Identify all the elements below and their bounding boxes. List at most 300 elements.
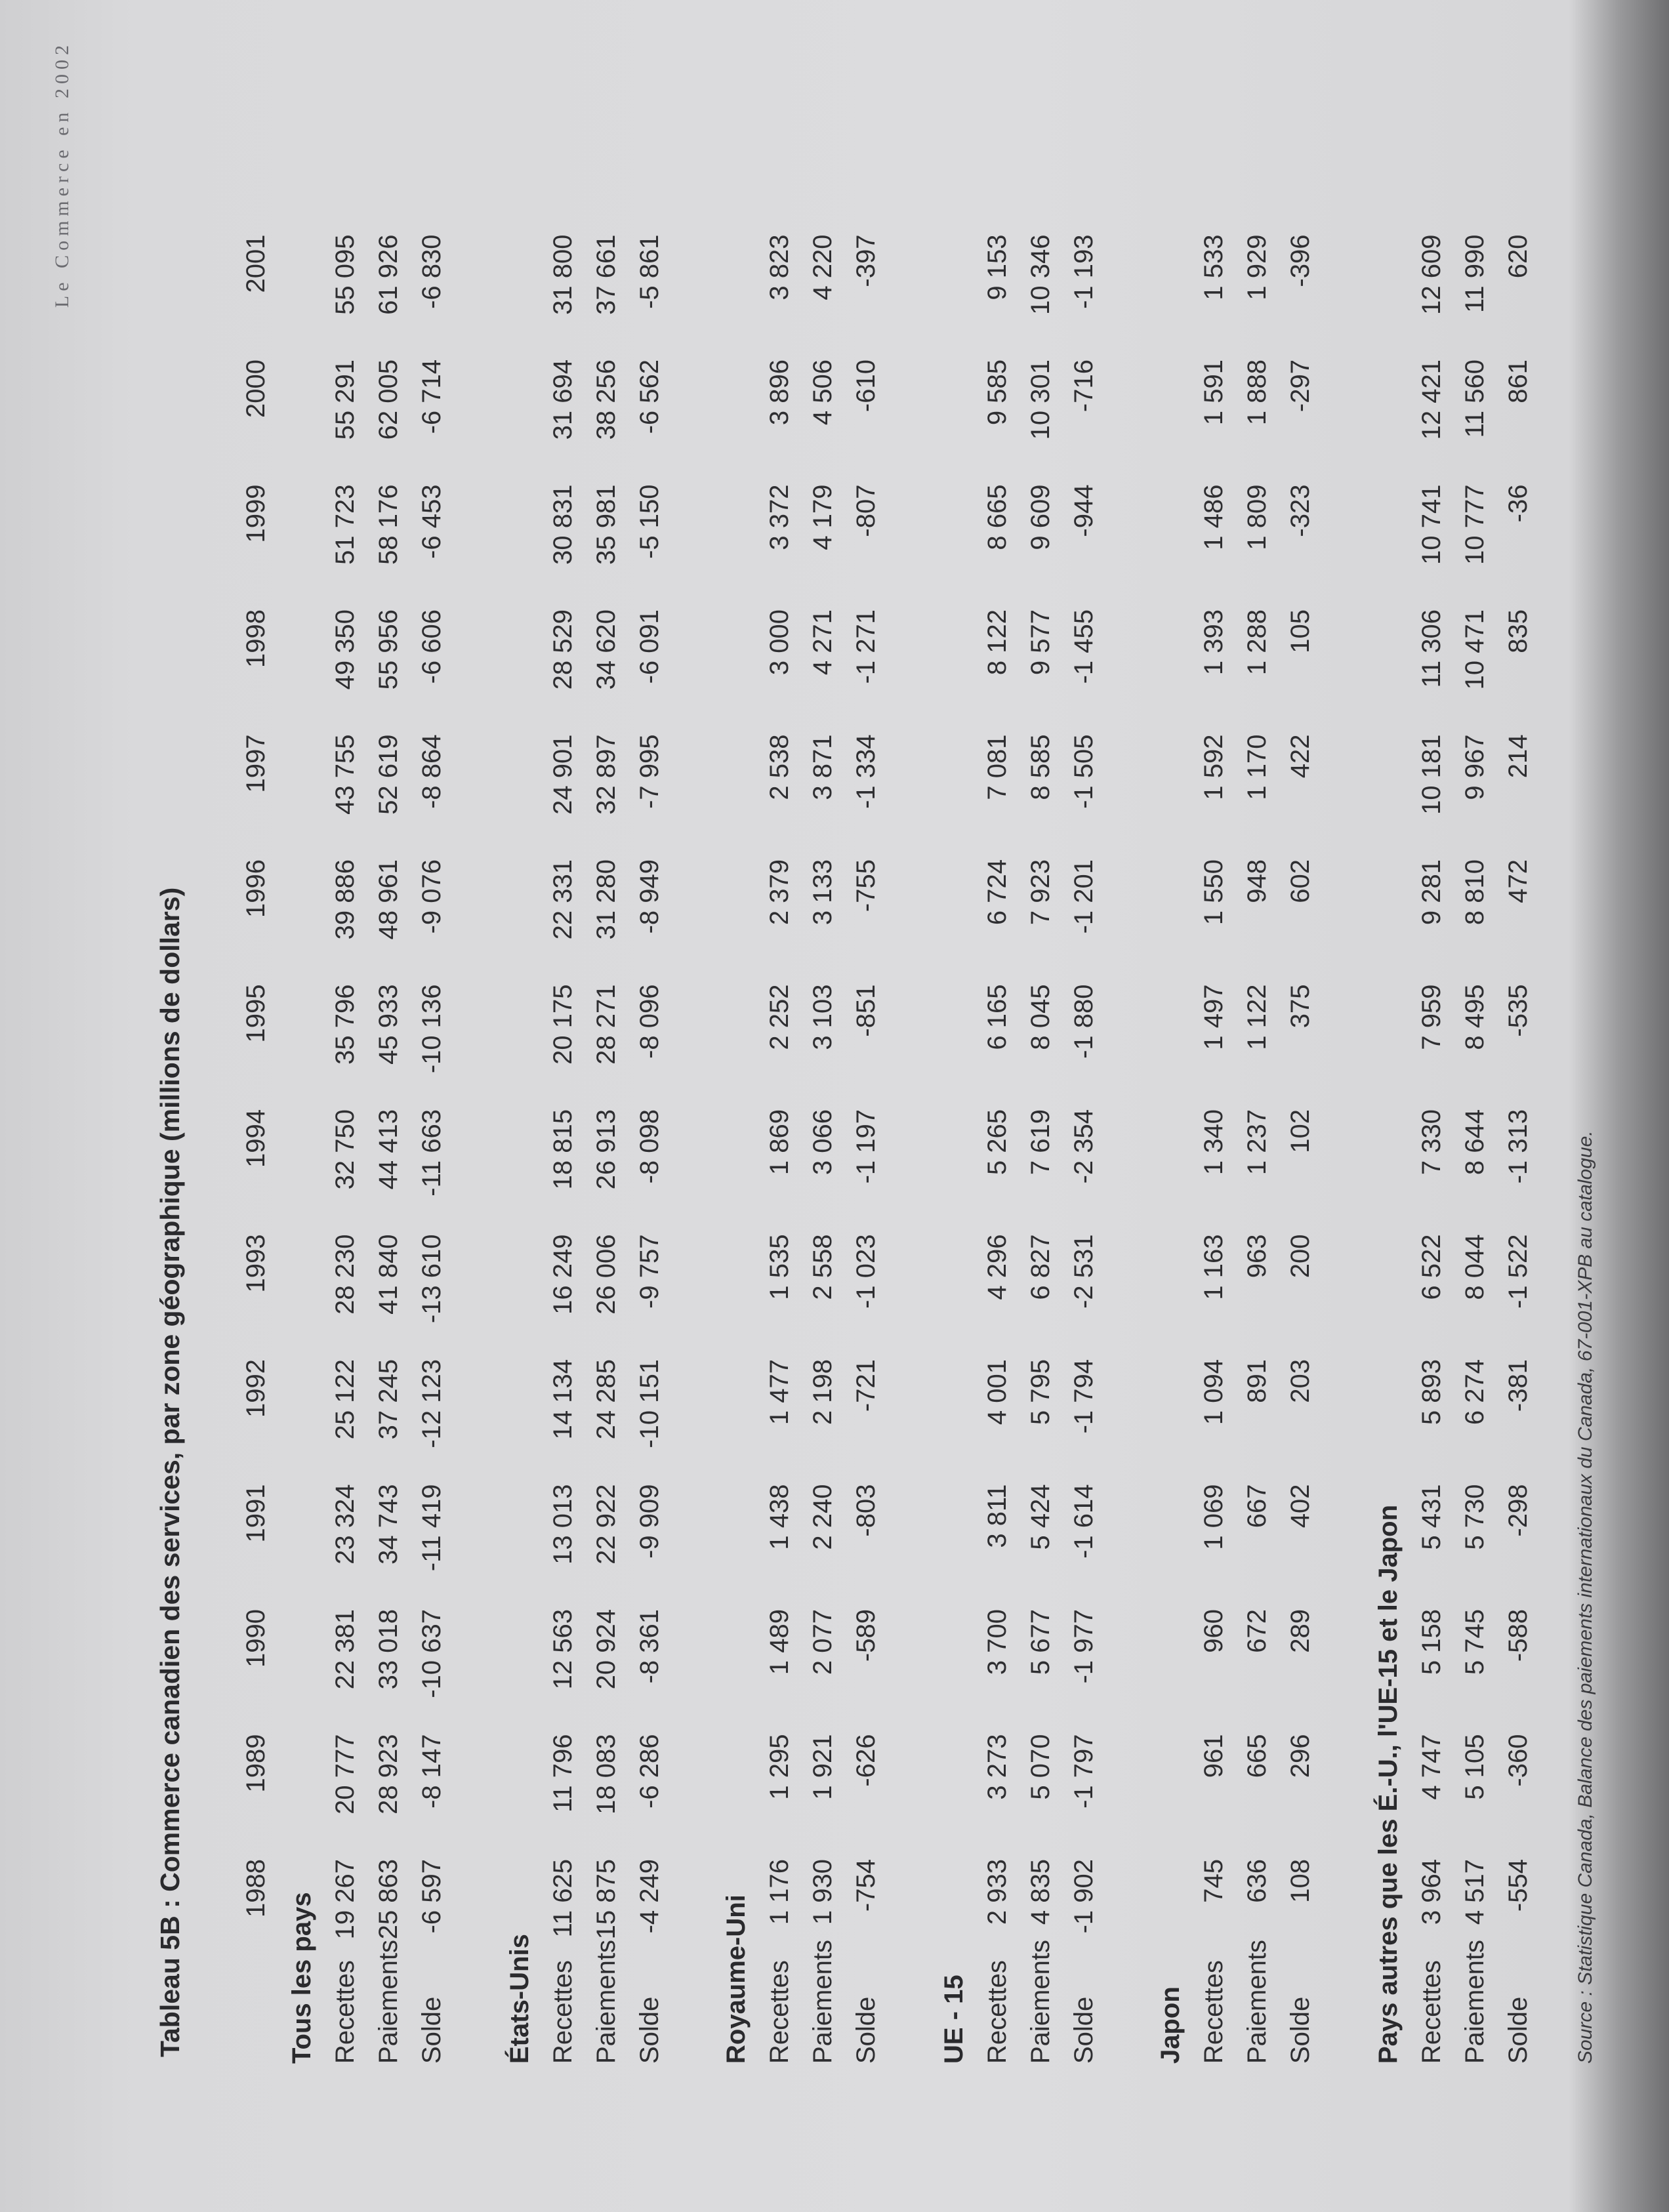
table-cell: 5 105 <box>1460 1734 1489 1800</box>
table-cell: -6 453 <box>417 484 446 559</box>
table-cell: 1 122 <box>1243 984 1271 1050</box>
table-cell: 48 961 <box>374 859 403 940</box>
table-cell: 961 <box>1199 1734 1228 1778</box>
table-cell: -6 830 <box>417 234 446 309</box>
table-cell: 7 081 <box>983 734 1012 800</box>
year-header-1994: 1994 <box>241 1109 270 1168</box>
table-cell: 3 896 <box>765 359 794 426</box>
table-cell: 1 477 <box>765 1359 794 1425</box>
table-cell: -6 597 <box>417 1859 446 1934</box>
table-cell: -5 150 <box>635 484 664 559</box>
row-label: Recettes <box>983 1960 1012 2064</box>
table-cell: 26 006 <box>592 1234 621 1315</box>
table-cell: -626 <box>852 1734 880 1787</box>
table-cell: 620 <box>1504 234 1533 279</box>
table-cell: -9 757 <box>635 1234 664 1309</box>
year-header-1989: 1989 <box>241 1734 270 1793</box>
table-cell: 2 933 <box>983 1859 1012 1925</box>
table-cell: 636 <box>1243 1859 1271 1903</box>
table-cell: 1 929 <box>1243 234 1271 300</box>
table-cell: 5 158 <box>1417 1609 1446 1675</box>
table-cell: 105 <box>1286 609 1315 653</box>
row-label: Paiements <box>374 1940 403 2064</box>
table-cell: 12 563 <box>548 1609 577 1690</box>
table-cell: 1 295 <box>765 1734 794 1800</box>
table-cell: 11 560 <box>1460 359 1489 438</box>
section-title: Royaume-Uni <box>722 1895 751 2064</box>
table-cell: 1 170 <box>1243 734 1271 800</box>
year-header-1993: 1993 <box>241 1234 270 1293</box>
year-header-1990: 1990 <box>241 1609 270 1668</box>
table-cell: 4 747 <box>1417 1734 1446 1800</box>
table-cell: 26 913 <box>592 1109 621 1190</box>
table-cell: 1 393 <box>1199 609 1228 676</box>
table-cell: 203 <box>1286 1359 1315 1403</box>
table-cell: 9 609 <box>1026 484 1055 550</box>
table-cell: -6 562 <box>635 359 664 434</box>
table-cell: 7 959 <box>1417 984 1446 1050</box>
table-cell: 15 875 <box>592 1859 621 1940</box>
table-cell: 1 869 <box>765 1109 794 1176</box>
table-cell: 2 077 <box>808 1609 837 1675</box>
year-header-1999: 1999 <box>241 484 270 543</box>
table-cell: -10 151 <box>635 1359 664 1448</box>
section-title: États-Unis <box>505 1934 534 2064</box>
table-cell: 28 271 <box>592 984 621 1065</box>
table-cell: 8 495 <box>1460 984 1489 1050</box>
table-cell: 11 796 <box>548 1734 577 1813</box>
table-row <box>1026 0 1058 2212</box>
year-header-1996: 1996 <box>241 859 270 918</box>
table-row <box>548 0 580 2212</box>
table-cell: 10 741 <box>1417 484 1446 565</box>
table-cell: 2 538 <box>765 734 794 800</box>
table-row <box>1417 0 1449 2212</box>
table-cell: 1 888 <box>1243 359 1271 426</box>
row-label: Solde <box>417 1996 446 2064</box>
table-cell: 28 529 <box>548 609 577 690</box>
table-cell: 1 288 <box>1243 609 1271 676</box>
year-header-1998: 1998 <box>241 609 270 668</box>
table-cell: 58 176 <box>374 484 403 565</box>
table-cell: 4 506 <box>808 359 837 426</box>
table-cell: 37 245 <box>374 1359 403 1440</box>
table-cell: 30 831 <box>548 484 577 565</box>
table-cell: 14 134 <box>548 1359 577 1440</box>
table-cell: 10 346 <box>1026 234 1055 315</box>
table-cell: 5 893 <box>1417 1359 1446 1425</box>
table-cell: -1 614 <box>1069 1484 1098 1559</box>
table-cell: -1 334 <box>852 734 880 809</box>
table-cell: 948 <box>1243 859 1271 903</box>
table-cell: 32 750 <box>331 1109 360 1190</box>
table-row <box>765 0 796 2212</box>
table-cell: -754 <box>852 1859 880 1912</box>
table-cell: 12 609 <box>1417 234 1446 315</box>
table-cell: -297 <box>1286 359 1315 413</box>
table-cell: 9 585 <box>983 359 1012 426</box>
table-cell: 28 230 <box>331 1234 360 1315</box>
table-cell: -6 091 <box>635 609 664 684</box>
table-cell: 422 <box>1286 734 1315 779</box>
table-cell: 4 271 <box>808 609 837 676</box>
table-cell: 3 811 <box>983 1484 1012 1548</box>
table-cell: 3 103 <box>808 984 837 1050</box>
section-title: Pays autres que les É.-U., l'UE-15 et le Japon <box>1374 1504 1403 2064</box>
table-cell: 472 <box>1504 859 1533 903</box>
table-cell: 5 070 <box>1026 1734 1055 1800</box>
table-cell: 1 340 <box>1199 1109 1228 1176</box>
table-cell: 34 620 <box>592 609 621 690</box>
table-cell: 5 730 <box>1460 1484 1489 1550</box>
table-cell: 296 <box>1286 1734 1315 1778</box>
table-cell: -807 <box>852 484 880 537</box>
table-cell: -396 <box>1286 234 1315 287</box>
table-cell: 1 533 <box>1199 234 1228 300</box>
row-label: Paiements <box>1460 1940 1489 2064</box>
table-cell: 8 644 <box>1460 1109 1489 1176</box>
table-cell: -298 <box>1504 1484 1533 1537</box>
table-cell: 1 809 <box>1243 484 1271 550</box>
table-cell: 8 585 <box>1026 734 1055 800</box>
table-cell: 1 535 <box>765 1234 794 1300</box>
row-label: Solde <box>635 1996 664 2064</box>
table-cell: 602 <box>1286 859 1315 903</box>
table-cell: -9 076 <box>417 859 446 934</box>
table-cell: -8 949 <box>635 859 664 934</box>
table-cell: -360 <box>1504 1734 1533 1787</box>
table-cell: -851 <box>852 984 880 1037</box>
table-cell: 1 921 <box>808 1734 837 1800</box>
table-cell: 5 424 <box>1026 1484 1055 1550</box>
table-cell: 22 331 <box>548 859 577 940</box>
year-header-1995: 1995 <box>241 984 270 1043</box>
table-cell: 23 324 <box>331 1484 360 1565</box>
table-cell: 43 755 <box>331 734 360 815</box>
table-cell: -6 286 <box>635 1734 664 1809</box>
table-cell: 8 122 <box>983 609 1012 676</box>
row-label: Recettes <box>1417 1960 1446 2064</box>
table-cell: 32 897 <box>592 734 621 815</box>
table-cell: 102 <box>1286 1109 1315 1153</box>
table-cell: 25 863 <box>374 1859 403 1940</box>
table-cell: 289 <box>1286 1609 1315 1653</box>
table-cell: 1 591 <box>1199 359 1228 426</box>
table-row <box>1286 0 1317 2212</box>
table-cell: 963 <box>1243 1234 1271 1279</box>
year-header-2000: 2000 <box>241 359 270 418</box>
row-label: Solde <box>852 1996 880 2064</box>
table-cell: 5 431 <box>1417 1484 1446 1550</box>
table-cell: 745 <box>1199 1859 1228 1903</box>
table-cell: 28 923 <box>374 1734 403 1814</box>
table-cell: 891 <box>1243 1359 1271 1403</box>
table-cell: 35 981 <box>592 484 621 565</box>
table-cell: 1 237 <box>1243 1109 1271 1176</box>
table-row <box>1199 0 1231 2212</box>
year-header-1991: 1991 <box>241 1484 270 1543</box>
table-cell: 1 094 <box>1199 1359 1228 1425</box>
table-cell: 2 558 <box>808 1234 837 1300</box>
row-label: Recettes <box>765 1960 794 2064</box>
table-cell: 1 176 <box>765 1859 794 1925</box>
table-cell: 8 665 <box>983 484 1012 550</box>
running-head: Le Commerce en 2002 <box>51 41 73 308</box>
table-cell: -9 909 <box>635 1484 664 1559</box>
table-row <box>331 0 362 2212</box>
table-row <box>1243 0 1274 2212</box>
table-cell: 2 379 <box>765 859 794 926</box>
table-cell: 9 153 <box>983 234 1012 300</box>
table-cell: 51 723 <box>331 484 360 565</box>
table-cell: 4 001 <box>983 1359 1012 1425</box>
row-label: Paiements <box>808 1940 837 2064</box>
table-cell: -8 361 <box>635 1609 664 1684</box>
section-title: Tous les pays <box>287 1892 316 2064</box>
table-cell: -1 193 <box>1069 234 1098 309</box>
table-cell: -1 271 <box>852 609 880 684</box>
row-label: Paiements <box>592 1940 621 2064</box>
table-cell: 6 724 <box>983 859 1012 926</box>
table-cell: -11 419 <box>417 1484 446 1572</box>
table-cell: 4 179 <box>808 484 837 550</box>
table-cell: 10 777 <box>1460 484 1489 565</box>
table-cell: -1 794 <box>1069 1359 1098 1434</box>
table-cell: -1 455 <box>1069 609 1098 684</box>
year-header-1988: 1988 <box>241 1859 270 1917</box>
table-cell: -12 123 <box>417 1359 446 1448</box>
table-cell: -588 <box>1504 1609 1533 1662</box>
table-cell: 3 871 <box>808 734 837 800</box>
table-row <box>808 0 840 2212</box>
table-cell: 20 777 <box>331 1734 360 1814</box>
table-title: Tableau 5B : Commerce canadien des services, par zone géographique (millions de dollars) <box>155 887 185 2057</box>
table-cell: 3 372 <box>765 484 794 550</box>
table-cell: 2 252 <box>765 984 794 1050</box>
table-cell: -8 098 <box>635 1109 664 1184</box>
table-cell: -11 663 <box>417 1109 446 1197</box>
table-cell: -1 201 <box>1069 859 1098 934</box>
table-cell: -1 977 <box>1069 1609 1098 1684</box>
table-cell: 10 471 <box>1460 609 1489 690</box>
table-row <box>417 0 449 2212</box>
table-cell: 3 700 <box>983 1609 1012 1675</box>
table-row <box>635 0 667 2212</box>
table-cell: 24 285 <box>592 1359 621 1440</box>
table-cell: 12 421 <box>1417 359 1446 440</box>
table-cell: 108 <box>1286 1859 1315 1903</box>
table-cell: 402 <box>1286 1484 1315 1528</box>
table-cell: 7 923 <box>1026 859 1055 926</box>
table-cell: 33 018 <box>374 1609 403 1690</box>
table-cell: -8 147 <box>417 1734 446 1809</box>
table-cell: 55 956 <box>374 609 403 690</box>
table-cell: 6 274 <box>1460 1359 1489 1425</box>
table-cell: -8 864 <box>417 734 446 809</box>
table-cell: -8 096 <box>635 984 664 1059</box>
table-cell: 3 000 <box>765 609 794 676</box>
row-label: Solde <box>1286 1996 1315 2064</box>
table-cell: 24 901 <box>548 734 577 815</box>
table-cell: 52 619 <box>374 734 403 815</box>
table-cell: -2 531 <box>1069 1234 1098 1309</box>
table-row <box>852 0 883 2212</box>
table-cell: -716 <box>1069 359 1098 413</box>
table-cell: 1 438 <box>765 1484 794 1550</box>
table-cell: 2 198 <box>808 1359 837 1425</box>
table-cell: -535 <box>1504 984 1533 1037</box>
table-cell: 6 522 <box>1417 1234 1446 1300</box>
table-cell: 3 273 <box>983 1734 1012 1800</box>
section-title: UE - 15 <box>939 1975 968 2064</box>
table-cell: -4 249 <box>635 1859 664 1934</box>
source-note: Source : Statistique Canada, Balance des paiements internationaux du Canada, 67-001-XPB au catalogue. <box>1575 1130 1596 2064</box>
table-cell: 8 044 <box>1460 1234 1489 1300</box>
table-cell: -5 861 <box>635 234 664 309</box>
table-cell: -36 <box>1504 484 1533 523</box>
table-cell: 55 291 <box>331 359 360 440</box>
table-cell: -1 902 <box>1069 1859 1098 1934</box>
table-cell: 39 886 <box>331 859 360 940</box>
table-cell: 31 280 <box>592 859 621 940</box>
table-cell: -610 <box>852 359 880 413</box>
section-title: Japon <box>1156 1986 1185 2064</box>
table-cell: 665 <box>1243 1734 1271 1778</box>
table-cell: 4 220 <box>808 234 837 300</box>
table-cell: 20 175 <box>548 984 577 1065</box>
year-header-1997: 1997 <box>241 734 270 793</box>
table-cell: -554 <box>1504 1859 1533 1912</box>
table-cell: 25 122 <box>331 1359 360 1440</box>
table-cell: 3 823 <box>765 234 794 300</box>
table-cell: 49 350 <box>331 609 360 690</box>
table-row <box>592 0 623 2212</box>
table-cell: 37 661 <box>592 234 621 315</box>
table-cell: 7 330 <box>1417 1109 1446 1176</box>
table-cell: 667 <box>1243 1484 1271 1528</box>
table-cell: 8 810 <box>1460 859 1489 926</box>
table-cell: -1 797 <box>1069 1734 1098 1809</box>
row-label: Paiements <box>1026 1940 1055 2064</box>
table-cell: 9 967 <box>1460 734 1489 800</box>
table-cell: 6 165 <box>983 984 1012 1050</box>
row-label: Solde <box>1504 1996 1533 2064</box>
table-cell: 4 835 <box>1026 1859 1055 1925</box>
year-header-row <box>241 0 274 2212</box>
table-cell: 45 933 <box>374 984 403 1065</box>
table-cell: -13 610 <box>417 1234 446 1324</box>
table-cell: 62 005 <box>374 359 403 440</box>
table-cell: 2 240 <box>808 1484 837 1550</box>
table-cell: 20 924 <box>592 1609 621 1690</box>
table-cell: -381 <box>1504 1359 1533 1412</box>
table-row <box>983 0 1014 2212</box>
table-cell: 1 486 <box>1199 484 1228 550</box>
table-cell: 55 095 <box>331 234 360 315</box>
table-cell: 8 045 <box>1026 984 1055 1050</box>
table-cell: 1 930 <box>808 1859 837 1925</box>
table-cell: -721 <box>852 1359 880 1412</box>
table-cell: 5 677 <box>1026 1609 1055 1675</box>
table-cell: -755 <box>852 859 880 912</box>
table-cell: 31 800 <box>548 234 577 315</box>
table-cell: -10 136 <box>417 984 446 1074</box>
table-cell: -1 505 <box>1069 734 1098 809</box>
row-label: Recettes <box>1199 1960 1228 2064</box>
table-cell: 18 815 <box>548 1109 577 1190</box>
year-header-2001: 2001 <box>241 234 270 293</box>
row-label: Paiements <box>1243 1940 1271 2064</box>
table-cell: 38 256 <box>592 359 621 440</box>
table-cell: 19 267 <box>331 1859 360 1940</box>
table-cell: 16 249 <box>548 1234 577 1315</box>
table-cell: 41 840 <box>374 1234 403 1315</box>
table-cell: 1 592 <box>1199 734 1228 800</box>
table-cell: -1 197 <box>852 1109 880 1184</box>
table-cell: 3 066 <box>808 1109 837 1176</box>
row-label: Recettes <box>548 1960 577 2064</box>
table-cell: -7 995 <box>635 734 664 809</box>
table-cell: 960 <box>1199 1609 1228 1653</box>
table-cell: 375 <box>1286 984 1315 1029</box>
table-cell: -1 880 <box>1069 984 1098 1059</box>
table-cell: 4 296 <box>983 1234 1012 1300</box>
table-cell: 7 619 <box>1026 1109 1055 1176</box>
table-cell: -397 <box>852 234 880 287</box>
table-cell: 214 <box>1504 734 1533 779</box>
table-row <box>1069 0 1101 2212</box>
table-cell: 35 796 <box>331 984 360 1065</box>
table-cell: 44 413 <box>374 1109 403 1190</box>
table-cell: 22 381 <box>331 1609 360 1690</box>
table-cell: -944 <box>1069 484 1098 537</box>
row-label: Recettes <box>331 1960 360 2064</box>
table-cell: 835 <box>1504 609 1533 653</box>
table-cell: -803 <box>852 1484 880 1537</box>
table-row <box>1504 0 1535 2212</box>
table-cell: 1 489 <box>765 1609 794 1675</box>
year-header-1992: 1992 <box>241 1359 270 1418</box>
table-cell: -10 637 <box>417 1609 446 1698</box>
table-cell: 11 990 <box>1460 234 1489 313</box>
table-cell: 3 964 <box>1417 1859 1446 1925</box>
table-cell: 200 <box>1286 1234 1315 1279</box>
table-row <box>374 0 405 2212</box>
table-cell: 1 550 <box>1199 859 1228 926</box>
table-cell: 22 922 <box>592 1484 621 1565</box>
table-cell: -1 522 <box>1504 1234 1533 1309</box>
table-cell: 4 517 <box>1460 1859 1489 1925</box>
table-cell: -1 023 <box>852 1234 880 1309</box>
table-cell: 31 694 <box>548 359 577 440</box>
table-cell: 1 497 <box>1199 984 1228 1050</box>
table-cell: 5 795 <box>1026 1359 1055 1425</box>
table-cell: 10 301 <box>1026 359 1055 440</box>
table-cell: 61 926 <box>374 234 403 315</box>
table-cell: 11 625 <box>548 1859 577 1938</box>
table-cell: 34 743 <box>374 1484 403 1565</box>
table-cell: -1 313 <box>1504 1109 1533 1184</box>
table-cell: 672 <box>1243 1609 1271 1653</box>
table-cell: -323 <box>1286 484 1315 537</box>
table-cell: -589 <box>852 1609 880 1662</box>
table-cell: 9 281 <box>1417 859 1446 926</box>
table-cell: 6 827 <box>1026 1234 1055 1300</box>
table-row <box>1460 0 1492 2212</box>
table-cell: 9 577 <box>1026 609 1055 676</box>
table-cell: 10 181 <box>1417 734 1446 815</box>
table-cell: -2 354 <box>1069 1109 1098 1184</box>
